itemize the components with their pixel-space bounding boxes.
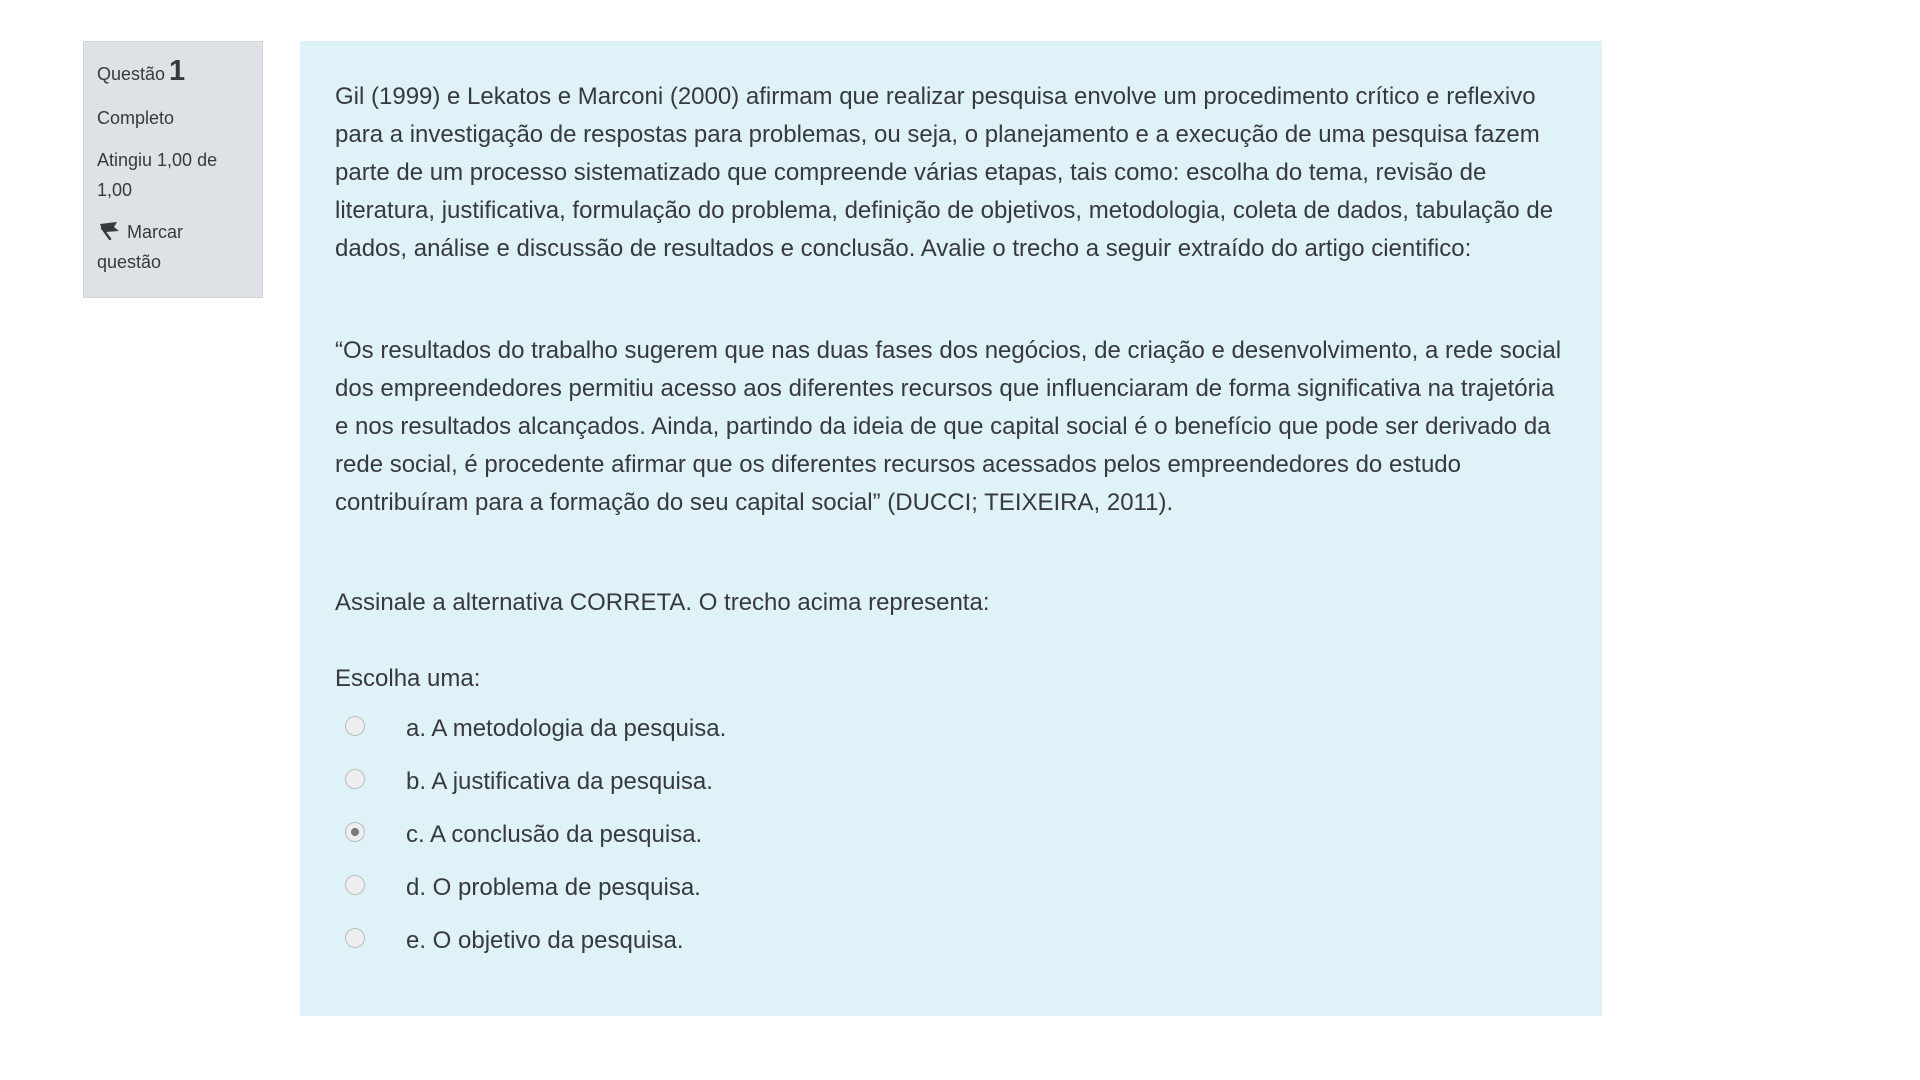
flag-question-label: Marcar questão bbox=[97, 221, 184, 272]
answer-radio-c[interactable] bbox=[345, 822, 365, 842]
question-grade: Atingiu 1,00 de 1,00 bbox=[97, 149, 218, 200]
choose-one-label: Escolha uma: bbox=[335, 665, 481, 692]
answer-radio-a[interactable] bbox=[345, 716, 365, 736]
answer-label-d[interactable]: d. O problema de pesquisa. bbox=[406, 873, 701, 901]
question-text bbox=[335, 78, 1570, 522]
paragraph-spacer bbox=[335, 268, 1570, 332]
answer-option-d[interactable] bbox=[335, 861, 1570, 914]
question-number-heading bbox=[97, 54, 250, 89]
question-prompt: Assinale a alternativa CORRETA. O trecho acima representa: bbox=[335, 589, 990, 616]
question-content bbox=[300, 41, 1602, 1016]
answer-option-a[interactable] bbox=[335, 702, 1570, 755]
answer-option-c[interactable] bbox=[335, 808, 1570, 861]
answer-radio-b[interactable] bbox=[345, 769, 365, 789]
answer-label-a[interactable]: a. A metodologia da pesquisa. bbox=[406, 714, 727, 742]
question-info-panel bbox=[83, 41, 263, 298]
answer-radio-e[interactable] bbox=[345, 928, 365, 948]
answer-label-b[interactable]: b. A justificativa da pesquisa. bbox=[406, 767, 713, 795]
answer-option-b[interactable] bbox=[335, 755, 1570, 808]
answer-option-e[interactable] bbox=[335, 914, 1570, 967]
answer-list bbox=[335, 702, 1570, 967]
question-label: Questão bbox=[97, 64, 166, 84]
flag-icon bbox=[97, 219, 121, 237]
answer-label-c[interactable]: c. A conclusão da pesquisa. bbox=[406, 820, 703, 848]
question-paragraph-quote: “Os resultados do trabalho sugerem que nas duas fases dos negócios, de criação e desenvolvimento, a rede social dos empreendedores permitiu acesso aos diferentes recursos que influenciaram de forma significativa na trajetória e nos resultados alcançados. Ainda, partindo da ideia de que capital social é o benefício que pode ser derivado da rede social, é procedente afirmar que os diferentes recursos acessados pelos empreendedores do estudo contribuíram para a formação do seu capital social” (DUCCI; TEIXEIRA, 2011). bbox=[335, 337, 1562, 516]
question-paragraph-intro: Gil (1999) e Lekatos e Marconi (2000) afirmam que realizar pesquisa envolve um procedimento crítico e reflexivo para a investigação de respostas para problemas, ou seja, o planejamento e a execução de uma pesquisa fazem parte de um processo sistematizado que compreende várias etapas, tais como: escolha do tema, revisão de literatura, justificativa, formulação do problema, definição de objetivos, metodologia, coleta de dados, tabulação de dados, análise e discussão de resultados e conclusão. Avalie o trecho a seguir extraído do artigo cientifico: bbox=[335, 83, 1554, 262]
answer-radio-d[interactable] bbox=[345, 875, 365, 895]
question-number: 1 bbox=[169, 55, 186, 87]
question-state: Completo bbox=[97, 107, 175, 128]
flag-question-button[interactable] bbox=[97, 217, 250, 277]
answer-label-e[interactable]: e. O objetivo da pesquisa. bbox=[406, 926, 684, 954]
